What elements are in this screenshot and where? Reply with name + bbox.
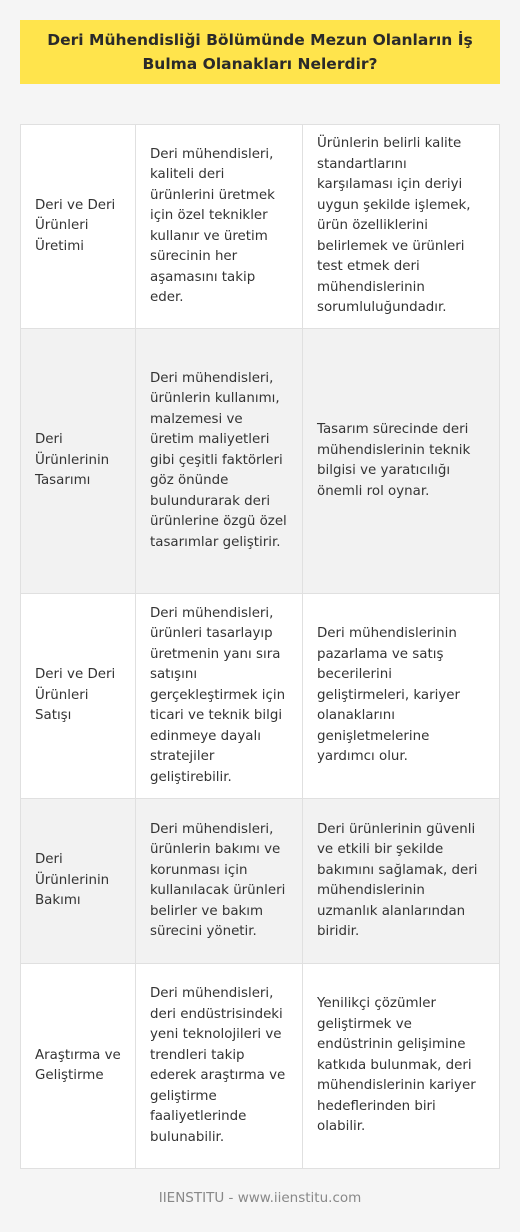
row-note: Deri ürünlerinin güvenli ve etkili bir şekilde bakımını sağlamak, deri mühendislerinin uzmanlık alanlarından biridir.: [317, 821, 478, 939]
table-row: [21, 799, 499, 964]
row-description: Deri mühendisleri, ürünlerin bakımı ve korunması için kullanılacak ürünleri belirler ve bakım sürecini yönetir.: [136, 799, 303, 963]
row-note: Ürünlerin belirli kalite standartlarını karşılaması için deriyi uygun şekilde işlemek, ürün özelliklerini belirlemek ve ürünleri test etmek deri mühendislerinin sorumluluğundadır.: [317, 136, 471, 316]
row-topic: Deri Ürünlerinin Tasarımı: [21, 329, 136, 593]
table-row: [21, 594, 499, 799]
footer-credit: IIENSTITU - www.iienstitu.com: [158, 1190, 362, 1206]
table-row: [21, 964, 499, 1168]
row-description: Deri mühendisleri, ürünleri tasarlayıp üretmenin yanı sıra satışını gerçekleştirmek için ticari ve teknik bilgi edinmeye dayalı stratejiler geliştirebilir.: [136, 594, 303, 798]
row-topic: Araştırma ve Geliştirme: [21, 964, 136, 1168]
row-topic: Deri Ürünlerinin Bakımı: [21, 799, 136, 963]
row-description: Deri mühendisleri, deri endüstrisindeki yeni teknolojileri ve trendleri takip ederek araştırma ve geliştirme faaliyetlerinde bulunabilir.: [136, 964, 303, 1168]
title-banner: [20, 20, 500, 84]
row-note: Yenilikçi çözümler geliştirmek ve endüstrinin gelişimine katkıda bulunmak, deri mühendislerinin kariyer hedeflerinden biri olabilir.: [317, 996, 476, 1135]
row-note: Deri mühendislerinin pazarlama ve satış becerilerini geliştirmeleri, kariyer olanaklarını genişletmelerine yardımcı olur.: [317, 626, 460, 765]
row-topic: Deri ve Deri Ürünleri Üretimi: [21, 125, 136, 328]
row-note: Tasarım sürecinde deri mühendislerinin teknik bilgisi ve yaratıcılığı önemli rol oynar.: [317, 422, 471, 499]
row-description: Deri mühendisleri, kaliteli deri ürünlerini üretmek için özel teknikler kullanır ve üretim sürecinin her aşamasını takip eder.: [136, 125, 303, 328]
table-row: [21, 125, 499, 329]
info-table: [20, 124, 500, 1169]
row-topic: Deri ve Deri Ürünleri Satışı: [21, 594, 136, 798]
row-description: Deri mühendisleri, ürünlerin kullanımı, malzemesi ve üretim maliyetleri gibi çeşitli faktörleri göz önünde bulundurarak deri ürünlerine özgü özel tasarımlar geliştirir.: [136, 329, 303, 593]
table-row: [21, 329, 499, 594]
page-title: Deri Mühendisliği Bölümünde Mezun Olanların İş Bulma Olanakları Nelerdir?: [47, 31, 473, 73]
